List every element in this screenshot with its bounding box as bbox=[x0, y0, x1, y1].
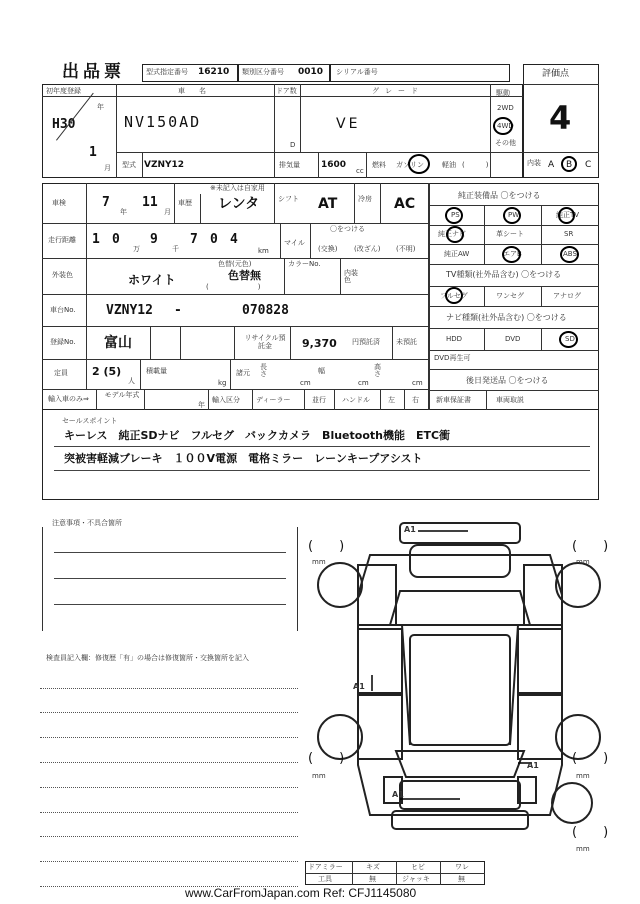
ac-value: AC bbox=[394, 196, 416, 212]
mt-break: ワレ bbox=[455, 863, 469, 871]
mt-h bbox=[305, 873, 485, 874]
shaken-label: 車検 bbox=[52, 199, 66, 207]
cc-label: cc bbox=[356, 167, 364, 175]
handle-label: ハンドル bbox=[342, 396, 370, 404]
inspector-line-2 bbox=[40, 712, 298, 713]
equip-tv: 純正TV bbox=[556, 211, 580, 219]
equip-ps-circle bbox=[445, 207, 463, 224]
equip-navi-circle bbox=[446, 226, 464, 243]
notes-line-3 bbox=[54, 604, 286, 605]
first-reg-label: 初年度登録 bbox=[46, 87, 81, 95]
eq-v4 bbox=[541, 286, 542, 306]
eq-h1 bbox=[428, 205, 599, 206]
mileage-digit-2: 0 bbox=[112, 232, 120, 247]
sec2-h2 bbox=[42, 258, 428, 259]
history-value: レンタ bbox=[218, 196, 260, 212]
shift-label: シフト bbox=[278, 195, 299, 203]
eq-v5 bbox=[484, 328, 485, 350]
type-value: VZNY12 bbox=[144, 160, 185, 170]
equip-ps: PS bbox=[451, 211, 460, 219]
chassis-model: VZNY12 bbox=[106, 303, 153, 318]
reg-v2 bbox=[180, 326, 181, 359]
sales-label: セールスポイント bbox=[62, 417, 118, 425]
sec2-h1 bbox=[42, 223, 428, 224]
interior-b-circle bbox=[561, 156, 577, 172]
mt-mirror: ドアミラー bbox=[308, 863, 343, 871]
mt-crack: ヒビ bbox=[411, 863, 425, 871]
history-label: 車歴 bbox=[178, 199, 192, 207]
model-year-nen: 年 bbox=[198, 401, 205, 409]
length-label: 長さ bbox=[260, 363, 267, 378]
hood bbox=[410, 545, 510, 577]
equip-pw-circle bbox=[503, 207, 521, 224]
first-reg-month: 1 bbox=[89, 145, 97, 160]
kaizan-option: (改ざん) bbox=[354, 245, 381, 253]
equip-navi: 純正ナビ bbox=[438, 230, 466, 238]
equip-sr: SR bbox=[564, 230, 574, 238]
parallel-option: 並行 bbox=[312, 396, 326, 404]
interior-b: B bbox=[566, 160, 573, 170]
katashiki-value: 16210 bbox=[198, 67, 230, 77]
length-cm: cm bbox=[300, 379, 311, 387]
katashiki-label: 型式指定番号 bbox=[146, 68, 188, 76]
cap-v2 bbox=[230, 359, 231, 389]
sales-underline-1 bbox=[54, 446, 590, 447]
mt-jack: ジャッキ bbox=[402, 875, 430, 883]
eq-h9 bbox=[428, 369, 599, 370]
height-label: 高さ bbox=[374, 363, 381, 378]
sec2-split bbox=[428, 183, 430, 410]
tire-spare-bracket: ( ) bbox=[572, 825, 609, 840]
nen-label: 年 bbox=[97, 103, 104, 111]
eq-h8 bbox=[428, 350, 599, 351]
mileage-km: km bbox=[258, 247, 269, 255]
inspector-label: 検査員記入欄：修復歴「有」の場合は修復箇所・交換箇所を記入 bbox=[46, 654, 249, 662]
recycle-paid: 円預託済 bbox=[352, 338, 380, 346]
score-label: 評価点 bbox=[542, 69, 570, 79]
imp-v2 bbox=[144, 389, 145, 410]
form-title: 出品票 bbox=[62, 62, 125, 82]
reg-v3 bbox=[234, 326, 235, 359]
chassis-label: 車台No. bbox=[50, 306, 76, 314]
row1-v1 bbox=[116, 84, 117, 178]
model-value: NV150AD bbox=[124, 113, 202, 131]
row1-v3 bbox=[300, 84, 301, 152]
grade-label: グレード bbox=[372, 87, 424, 95]
front-bumper bbox=[400, 523, 520, 543]
tire-fl-mm: mm bbox=[312, 558, 326, 566]
cap-v1 bbox=[140, 359, 141, 389]
windshield bbox=[390, 591, 530, 625]
notes-label: 注意事項・不具合箇所 bbox=[52, 519, 122, 527]
sales-line-1: キーレス 純正SDナビ フルセグ バックカメラ Bluetooth機能 ETC衝 bbox=[64, 429, 451, 442]
equip-abs: ABS bbox=[563, 250, 577, 258]
mileage-digit-5: 0 bbox=[210, 232, 218, 247]
sec2-labelcol bbox=[86, 183, 87, 389]
capacity-value: 2 (5) bbox=[92, 365, 122, 378]
mileage-digit-1: 1 bbox=[92, 232, 100, 247]
import-label: 輸入車のみ⇒ bbox=[48, 395, 89, 403]
imp-v7 bbox=[380, 389, 381, 410]
serial-label: シリアル番号 bbox=[336, 68, 378, 76]
ac-label: 冷房 bbox=[358, 195, 372, 203]
sec2-h3 bbox=[42, 294, 428, 295]
ac-v2 bbox=[380, 183, 381, 223]
equip-pw: PW bbox=[508, 211, 520, 219]
door-label: ドア数 bbox=[276, 87, 297, 95]
score-value: 4 bbox=[549, 99, 572, 137]
width-cm: cm bbox=[358, 379, 369, 387]
reg-label: 登録No. bbox=[50, 338, 76, 346]
imp-v4 bbox=[252, 389, 253, 410]
private-note: ※未記入は自家用 bbox=[210, 184, 265, 192]
tire-rr-mm: mm bbox=[576, 772, 590, 780]
drive-4wd: 4WD bbox=[497, 122, 514, 130]
roof-rail-left bbox=[402, 625, 410, 745]
mileage-digit-3: 9 bbox=[150, 232, 158, 247]
mt-v1 bbox=[352, 861, 353, 885]
handle-right: 右 bbox=[412, 396, 419, 404]
sec2-h5 bbox=[42, 359, 428, 360]
fumei-option: (不明) bbox=[396, 245, 416, 253]
keiyu-label: 軽油 bbox=[442, 161, 456, 169]
mile-v bbox=[280, 223, 281, 258]
ac-v bbox=[354, 183, 355, 223]
shaken-getsu: 月 bbox=[164, 208, 171, 216]
first-reg-year: H30 bbox=[52, 117, 76, 132]
spare-tire bbox=[552, 783, 592, 823]
reg-v5 bbox=[392, 326, 393, 359]
drive-label: 駆動 bbox=[496, 89, 510, 97]
eq-v6 bbox=[541, 328, 542, 350]
score-divider bbox=[523, 84, 599, 85]
equip-aw: 純正AW bbox=[444, 250, 470, 258]
roof bbox=[410, 635, 510, 745]
tv-fullseg: フルセグ bbox=[440, 292, 468, 300]
navi-header: ナビ種類(社外品含む) 〇をつける bbox=[446, 313, 567, 322]
recycle-value: 9,370 bbox=[302, 337, 337, 350]
chassis-num: 070828 bbox=[242, 303, 289, 318]
row1-v6 bbox=[142, 152, 143, 178]
handle-left: 左 bbox=[388, 396, 395, 404]
displacement-label: 排気量 bbox=[279, 161, 300, 169]
drive-other: その他 bbox=[495, 139, 516, 147]
model-year-label: モデル年式 bbox=[104, 391, 140, 399]
getsu-label: 月 bbox=[104, 164, 111, 172]
mile-v2 bbox=[310, 223, 311, 258]
fuel-value: ガソリン bbox=[396, 161, 424, 169]
recycle-label: リサイクル預託金 bbox=[244, 334, 286, 351]
mileage-label: 走行距離 bbox=[48, 236, 76, 244]
color-no-label: カラーNo. bbox=[288, 260, 321, 268]
mt-scratch: キズ bbox=[366, 863, 380, 871]
door-d: D bbox=[290, 141, 296, 149]
inspector-line-5 bbox=[40, 787, 298, 788]
after-manual: 車両取説 bbox=[496, 396, 524, 404]
sec2-h6 bbox=[42, 389, 428, 390]
height-cm: cm bbox=[412, 379, 423, 387]
tire-spare-mm: mm bbox=[576, 845, 590, 853]
color-label: 外装色 bbox=[52, 271, 73, 279]
import-class-label: 輸入区分 bbox=[212, 396, 240, 404]
mileage-digit-6: 4 bbox=[230, 232, 238, 247]
chassis-dash: - bbox=[174, 303, 182, 318]
mt-jack-none: 無 bbox=[458, 875, 465, 883]
color-value: ホワイト bbox=[128, 273, 176, 287]
tv-fullseg-circle bbox=[445, 287, 463, 304]
shaken-year: 7 bbox=[102, 195, 110, 210]
a1-top: A1 bbox=[404, 525, 416, 534]
row1-mid-line bbox=[116, 152, 523, 153]
capacity-nin: 人 bbox=[128, 377, 135, 385]
tv-header: TV種類(社外品含む) 〇をつける bbox=[446, 270, 562, 279]
after-header: 後日発送品 〇をつける bbox=[466, 376, 549, 385]
shift-v bbox=[274, 183, 275, 223]
eq-h7 bbox=[428, 328, 599, 329]
dvd-playback: DVD再生可 bbox=[434, 354, 471, 362]
eq-v3 bbox=[484, 286, 485, 306]
inspector-line-8 bbox=[40, 861, 298, 862]
size-label: 諸元 bbox=[236, 369, 250, 377]
roof-rail-right bbox=[510, 625, 518, 745]
ruibetsu-value: 0010 bbox=[298, 67, 324, 77]
drive-4wd-circle bbox=[493, 117, 513, 135]
right-front-door bbox=[518, 629, 562, 693]
drive-2wd: 2WD bbox=[497, 104, 514, 112]
after-warranty: 新車保証書 bbox=[436, 396, 471, 404]
inspector-line-6 bbox=[40, 812, 298, 813]
shaken-month: 11 bbox=[142, 195, 158, 210]
fuel-label: 燃料 bbox=[372, 161, 386, 169]
inspector-line-7 bbox=[40, 836, 298, 837]
mt-v2 bbox=[396, 861, 397, 885]
right-rear-door bbox=[518, 695, 562, 759]
rear-window bbox=[396, 751, 524, 777]
eq-v2 bbox=[541, 205, 542, 264]
row1-v5 bbox=[366, 152, 367, 178]
type-label: 型式 bbox=[122, 161, 136, 169]
tire-fr-bracket: ( ) bbox=[572, 539, 609, 554]
notes-frame bbox=[42, 527, 298, 631]
tire-fr-mm: mm bbox=[576, 558, 590, 566]
tv-oneseg: ワンセグ bbox=[496, 292, 524, 300]
load-label: 積載量 bbox=[146, 367, 167, 375]
shaken-nen: 年 bbox=[120, 208, 127, 216]
equip-airbag: エアB bbox=[503, 250, 522, 258]
equip-tv-circle bbox=[558, 207, 575, 224]
shift-value: AT bbox=[318, 196, 338, 212]
car-diagram bbox=[300, 515, 620, 855]
mt-tool-none: 無 bbox=[369, 875, 376, 883]
sec2-h4 bbox=[42, 326, 428, 327]
reg-value: 富山 bbox=[104, 335, 132, 351]
eq-v7 bbox=[486, 390, 487, 410]
recycle-unpaid: 未預託 bbox=[396, 338, 417, 346]
color-no-v bbox=[284, 258, 285, 294]
shaken-v bbox=[174, 183, 175, 223]
color-change-paren: ( ) bbox=[206, 283, 261, 291]
equipment-header: 純正装備品 〇をつける bbox=[458, 191, 541, 200]
dealer-option: ディーラー bbox=[256, 396, 291, 404]
mileage-man: 万 bbox=[133, 245, 140, 253]
left-front-wheel bbox=[318, 563, 362, 607]
eq-h4 bbox=[428, 264, 599, 265]
color-change-label: 色替(元色) bbox=[218, 260, 252, 268]
back-door bbox=[400, 781, 520, 809]
row1-header-line bbox=[42, 96, 523, 97]
imp-v3 bbox=[208, 389, 209, 410]
sales-underline-2 bbox=[54, 470, 590, 471]
mt-v3 bbox=[440, 861, 441, 885]
eq-h6 bbox=[428, 306, 599, 307]
eq-h3 bbox=[428, 244, 599, 245]
row1-v4 bbox=[490, 84, 491, 178]
interior-divider bbox=[523, 152, 599, 153]
width-label: 幅 bbox=[318, 367, 325, 375]
notes-line-1 bbox=[54, 552, 286, 553]
grade-value: VE bbox=[336, 116, 361, 132]
circle-hint: 〇をつける bbox=[330, 225, 365, 233]
interior-a: A bbox=[548, 160, 555, 170]
mileage-sen: 千 bbox=[172, 245, 179, 253]
row1-v2 bbox=[274, 84, 275, 178]
sales-line-2: 突被害軽減ブレーキ １００V電源 電格ミラー レーンキープアシスト bbox=[64, 452, 423, 465]
equip-leather: 革シート bbox=[496, 230, 524, 238]
displacement-value: 1600 bbox=[321, 160, 347, 170]
imp-v1 bbox=[96, 389, 97, 410]
navi-hdd: HDD bbox=[446, 335, 463, 343]
color-change-value: 色替無 bbox=[228, 269, 261, 282]
left-rear-door bbox=[358, 695, 402, 759]
navi-sd: SD bbox=[565, 335, 575, 343]
fuel-paren: ( ) bbox=[462, 161, 489, 169]
tv-analog: アナログ bbox=[553, 292, 581, 300]
a1-left: A1 bbox=[353, 682, 365, 691]
mt-tool: 工具 bbox=[318, 875, 332, 883]
interior-color-label: 内装色 bbox=[344, 269, 358, 284]
a1-bottom: A1 bbox=[392, 790, 404, 799]
tire-rl-mm: mm bbox=[312, 772, 326, 780]
tire-fl-bracket: ( ) bbox=[308, 539, 345, 554]
imp-v6 bbox=[334, 389, 335, 410]
navi-sd-circle bbox=[559, 331, 578, 348]
eq-h10 bbox=[428, 390, 599, 391]
capacity-label: 定員 bbox=[54, 369, 68, 377]
row1-v7 bbox=[318, 152, 319, 178]
a1-right: A1 bbox=[527, 761, 539, 770]
rear-bumper bbox=[392, 811, 528, 829]
mileage-digit-4: 7 bbox=[190, 232, 198, 247]
inspector-line-1 bbox=[40, 688, 298, 689]
load-kg: kg bbox=[218, 379, 227, 387]
fuel-gasoline-circle bbox=[408, 154, 430, 174]
inspector-line-4 bbox=[40, 762, 298, 763]
model-label: 車名 bbox=[178, 87, 220, 95]
reg-v1 bbox=[150, 326, 151, 359]
imp-v8 bbox=[404, 389, 405, 410]
koukan-option: (交換) bbox=[318, 245, 338, 253]
equip-airbag-circle bbox=[502, 246, 521, 263]
inspector-line-3 bbox=[40, 737, 298, 738]
tire-rl-bracket: ( ) bbox=[308, 751, 345, 766]
int-color-v bbox=[340, 258, 341, 294]
history-v bbox=[200, 194, 201, 223]
equip-abs-circle bbox=[560, 246, 579, 263]
interior-label: 内装 bbox=[527, 159, 541, 167]
eq-v1 bbox=[484, 205, 485, 264]
tire-rr-bracket: ( ) bbox=[572, 751, 609, 766]
reg-v4 bbox=[290, 326, 291, 359]
watermark: www.CarFromJapan.com Ref: CFJ1145080 bbox=[185, 886, 417, 900]
ruibetsu-label: 類別区分番号 bbox=[242, 68, 284, 76]
navi-dvd: DVD bbox=[505, 335, 521, 343]
interior-c: C bbox=[585, 160, 592, 170]
imp-v5 bbox=[304, 389, 305, 410]
mile-label: マイル bbox=[284, 239, 305, 247]
notes-line-2 bbox=[54, 578, 286, 579]
